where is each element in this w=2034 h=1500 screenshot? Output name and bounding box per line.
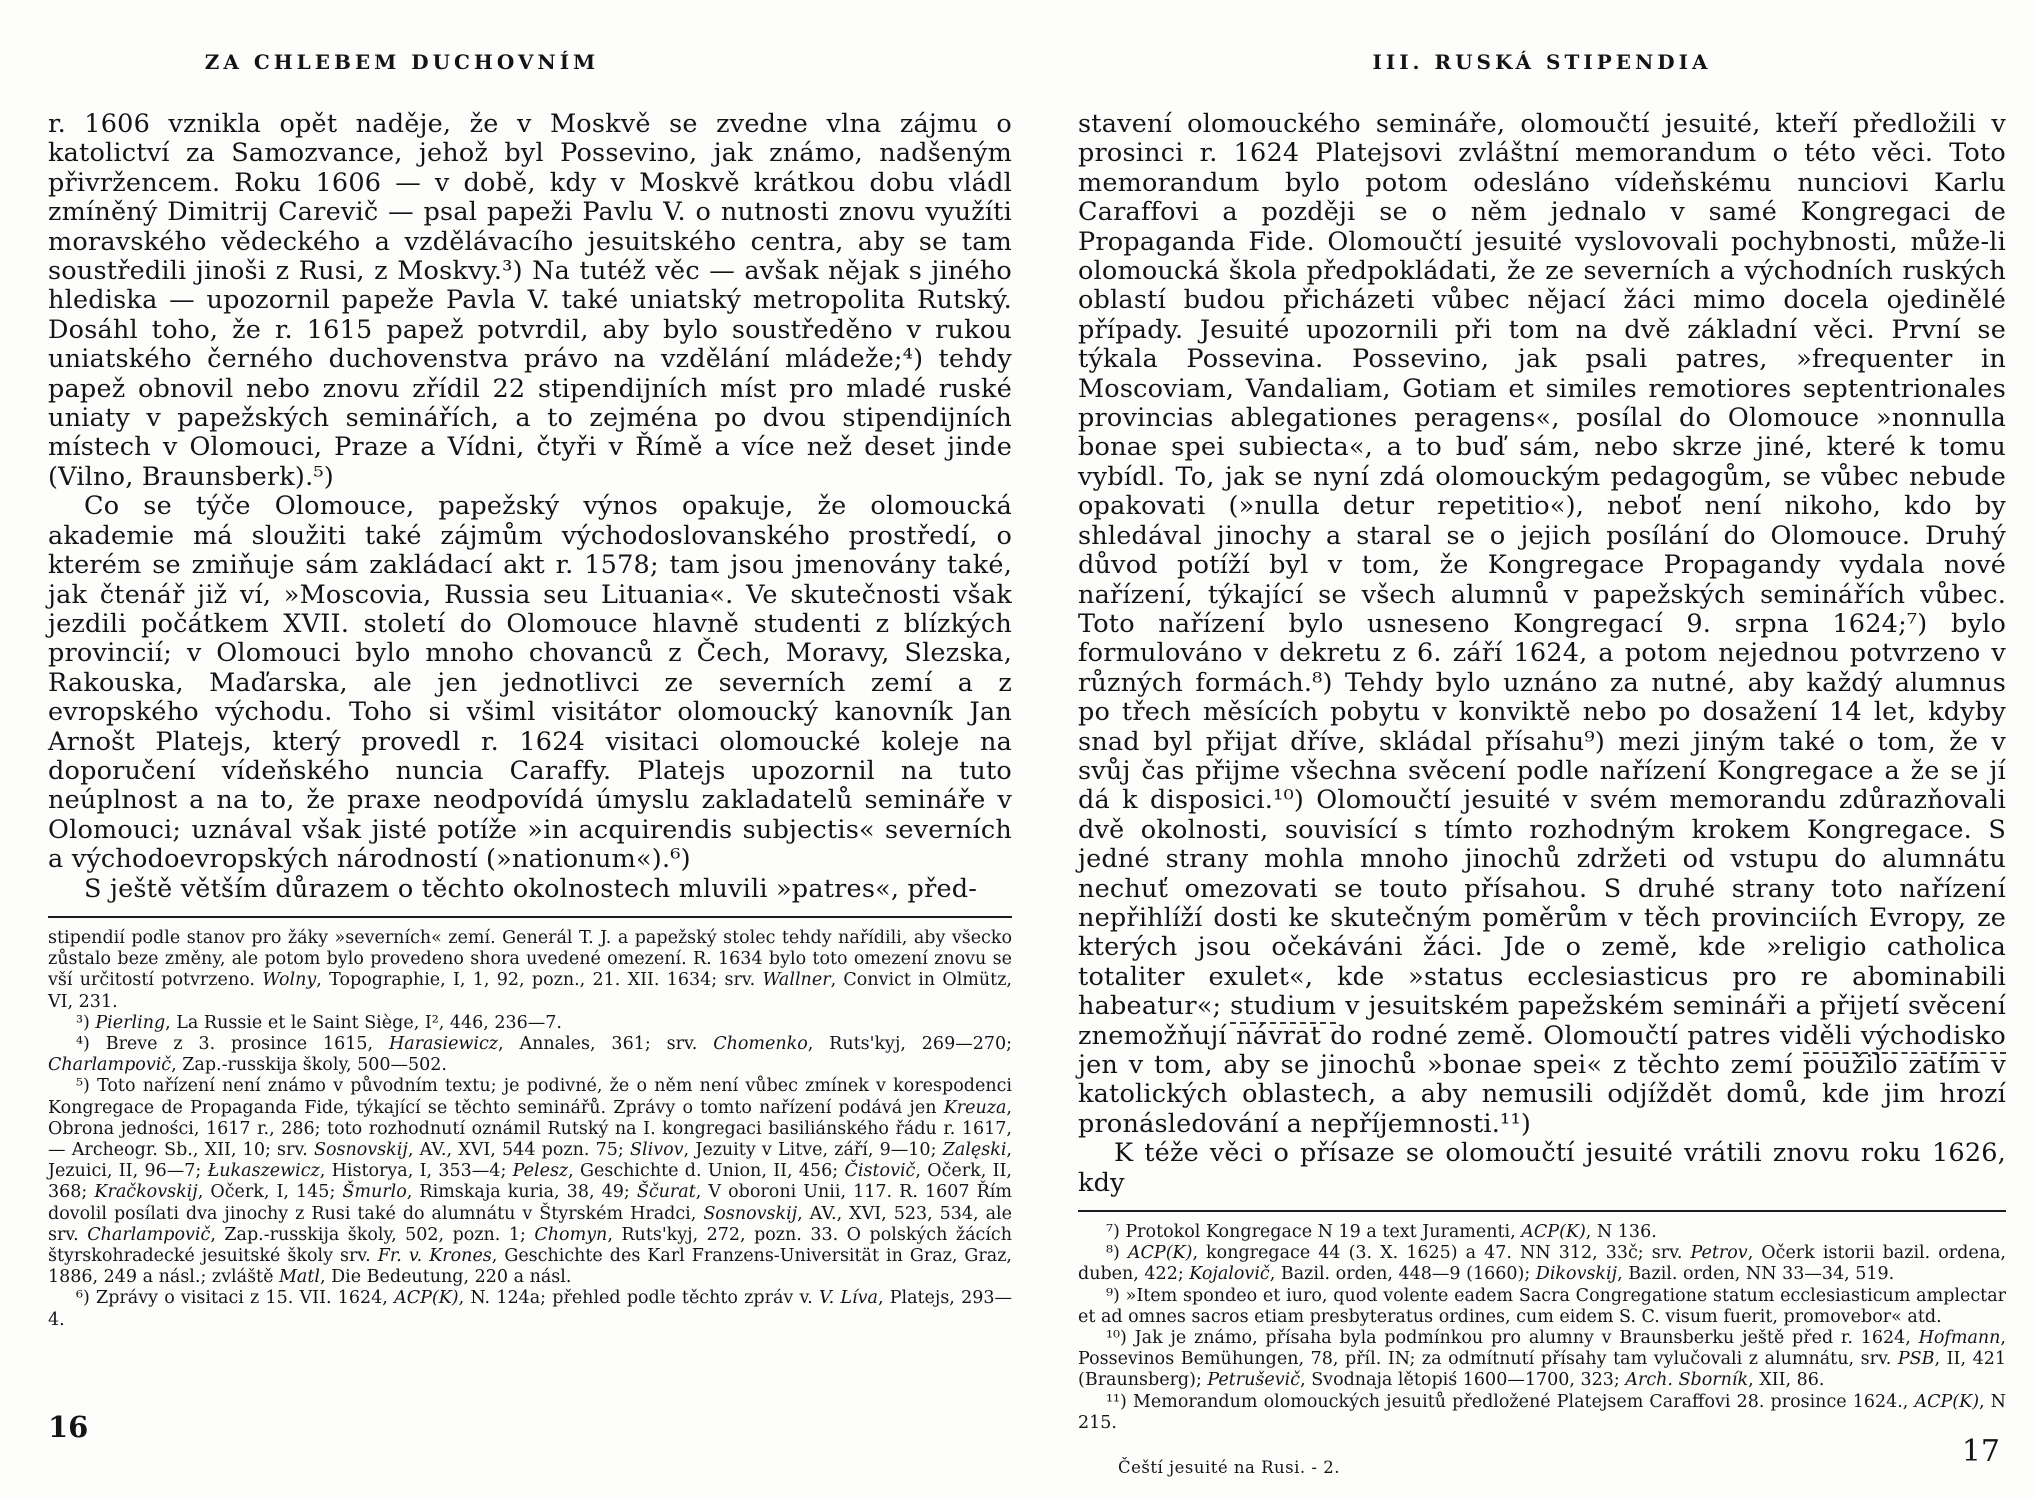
left-page	[0, 0, 1016, 1500]
running-head-right: III. RUSKÁ STIPENDIA	[1372, 50, 1712, 74]
left-page-footer	[48, 1388, 1012, 1444]
running-head-left: ZA CHLEBEM DUCHOVNÍM	[204, 50, 600, 74]
footnote: ⁷) Protokol Kongregace N 19 a text Juramenti, ACP(K), N 136.	[1106, 1222, 1657, 1243]
footnote: ³) Pierling, La Russie et le Saint Siège, I², 446, 236—7.	[76, 1012, 562, 1033]
right-footnotes	[1078, 1222, 2006, 1434]
right-page	[1016, 0, 2034, 1500]
right-page-footer	[1078, 1434, 2006, 1478]
footnote: ⁴) Breve z 3. prosince 1615, Harasiewicz, Annales, 361; srv. Chomenko, Ruts'kyj, 269—270; Charlampovič, Zap.-russkija školy, 500—502.	[48, 1033, 1012, 1076]
footnote: ⁶) Zprávy o visitaci z 15. VII. 1624, ACP(K), N. 124a; přehled podle těchto zpráv v. V. Líva, Platejs, 293—4.	[48, 1288, 1012, 1330]
left-body-text	[48, 110, 1012, 904]
body-paragraph: stavení olomouckého semináře, olomoučtí jesuité, kteří předložili v prosinci r. 1624 Platejsovi zvláštní memorandum o této věci. Toto memorandum bylo potom odesláno vídeňskému nunciovi Karlu Caraffovi a později se o něm jednalo v samé Kongregaci de Propaganda Fide. Olomoučtí jesuité vyslovovali pochybnosti, může-li olomoucká škola předpokládati, že ze severních a východních ruských oblastí budou přicházeti vůbec nějací žáci mimo docela ojedinělé případy. Jesuité upozornili při tom na dvě základní věci. První se týkala Possevina. Possevino, jak psali patres, »frequenter in Moscoviam, Vandaliam, Gotiam et similes remotiores septentrionales provincias ablegationes peragens«, posílal do Olomouce »nonnulla bonae spei subiecta«, a to buď sám, nebo skrze jiné, které k tomu vybídl. To, jak se nyní zdá olomouckým pedagogům, se vůbec nebude opakovati (»nulla detur repetitio«), neboť není nikoho, kdo by shledával jinochy a staral se o jejich posílání do Olomouce. Druhý důvod potíží byl v tom, že Kongregace Propagandy vydala nové nařízení, týkající se všech alumnů v papežských seminářích vůbec. Toto nařízení bylo usneseno Kongregací 9. srpna 1624;⁷) bylo formulováno v dekretu z 6. září 1624, a potom nejednou potvrzeno v různých formách.⁸) Tehdy bylo uznáno za nutné, aby každý alumnus po třech měsících pobytu v konviktě nebo po dosažení 14 let, kdyby snad byl přijat dříve, skládal přísahu⁹) mezi jiným také o tom, že v svůj čas přijme všechna svěcení podle nařízení Kongregace a že se jí dá k disposici.¹⁰) Olomoučtí jesuité v svém memorandu zdůrazňovali dvě okolnosti, souvisící s tímto rozhodným krokem Kongregace. S jedné strany mohla mnoho jinochů zdržeti od vstupu do alumnátu nechuť omezovati se touto přísahou. S druhé strany toto nařízení nepřihlíží dosti ke skutečným poměrům v těch provinciích Evropy, ze kterých jsou očekáváni žáci. Jde o země, kde »religio catholica totaliter exulet«, kde »status ecclesiasticus pro re abominabili habeatur«; studium v jesuitském papežském semináři a přijetí svěcení znemožňují návrat do rodné země. Olomoučtí patres viděli východisko jen v tom, aby se jinochů »bonae spei« z těchto zemí použilo zatím v katolických oblastech, a aby nemusili odjíždět domů, kde jim hrozí pronásledování a nepříjemnosti.¹¹)	[1078, 109, 2006, 1139]
body-paragraph: r. 1606 vznikla opět naděje, že v Moskvě se zvedne vlna zájmu o katolictví za Samozvance, jehož byl Possevino, jak známo, nadšeným přivržencem. Roku 1606 — v době, kdy v Moskvě krátkou dobu vládl zmíněný Dimitrij Carevič — psal papeži Pavlu V. o nutnosti znovu využíti moravského vědeckého a vzdělávacího jesuitského centra, aby se tam soustředili jinoši z Rusi, z Moskvy.³) Na tutéž věc — avšak nějak s jiného hlediska — upozornil papeže Pavla V. také uniatský metropolita Rutský. Dosáhl toho, že r. 1615 papež potvrdil, aby bylo soustředěno v rukou uniatského černého duchovenstva právo na vzdělání mládeže;⁴) tehdy papež obnovil nebo znovu zřídil 22 stipendijních míst pro mladé ruské uniaty v papežských seminářích, a to zejména po dvou stipendijních místech v Olomouci, Praze a Vídni, čtyři v Římě a více než deset jinde (Vilno, Braunsberk).⁵)	[48, 109, 1012, 492]
footnote-divider	[1078, 1210, 2006, 1212]
footnote: ¹⁰) Jak je známo, přísaha byla podmínkou pro alumny v Braunsberku ještě před r. 1624, Hofmann, Possevinos Bemühungen, 78, příl. IN; za odmítnutí přísahy tam vylučovali z alumnátu, srv. PSB, II, 421 (Braunsberg); Petruševič, Svodnaja lětopiś 1600—1700, 323; Arch. Sborník, XII, 86.	[1078, 1328, 2006, 1391]
page-number: 17	[1961, 1434, 2000, 1470]
footnote: ¹¹) Memorandum olomouckých jesuitů předložené Platejsem Caraffovi 28. prosince 1624., ACP(K), N 215.	[1078, 1391, 2006, 1433]
right-body-text	[1078, 110, 2006, 1198]
footnote: ⁸) ACP(K), kongregace 44 (3. X. 1625) a 47. NN 312, 33č; srv. Petrov, Očerk istorii bazil. ordena, duben, 422; Kojalovič, Bazil. orden, 448—9 (1660); Dikovskij, Bazil. orden, NN 33—34, 519.	[1078, 1243, 2006, 1285]
footnote: ⁹) »Item spondeo et iuro, quod volente eadem Sacra Congregatione statum ecclesiasticum amplectar et ad omnes sacros etiam presbyteratus ordines, cum eidem S. C. visum fuerit, promovebor« atd.	[1078, 1285, 2006, 1327]
footnote-divider	[48, 916, 1012, 918]
body-paragraph: K téže věci o přísaze se olomoučtí jesuité vrátili znovu roku 1626, kdy	[1078, 1138, 2006, 1198]
body-paragraph: Co se týče Olomouce, papežský výnos opakuje, že olomoucká akademie má sloužiti také zájmům východoslovanského prostředí, o kterém se zmiňuje sám zakládací akt r. 1578; tam jsou jmenovány také, jak čtenář již ví, »Moscovia, Russia seu Lituania«. Ve skutečnosti však jezdili počátkem XVII. století do Olomouce hlavně studenti z blízkých provincií; v Olomouci bylo mnoho chovanců z Čech, Moravy, Slezska, Rakouska, Maďarska, ale jen jednotlivci ze severních zemí a z evropského východu. Toho si všiml visitátor olomoucký kanovník Jan Arnošt Platejs, který provedl r. 1624 visitaci olomoucké koleje na doporučení vídeňského nuncia Caraffy. Platejs upozornil na tuto neúplnost a na to, že praxe neodpovídá úmyslu zakladatelů semináře v Olomouci; uznával však jisté potíže »in acquirendis subjectis« severních a východoevropských národností (»nationum«).⁶)	[48, 491, 1012, 875]
left-footnotes	[48, 928, 1012, 1331]
footnote: ⁵) Toto nařízení není známo v původním textu; je podivné, že o něm není vůbec zmínek v korespodenci Kongregace de Propaganda Fide, týkající se těchto seminářů. Zprávy o tomto nařízení podává jen Kreuza, Obrona jedności, 1617 r., 286; toto rozhodnutí oznámil Rutský na I. kongregaci basiliánského řádu r. 1617, — Archeogr. Sb., XII, 10; srv. Sosnovskij, AV., XVI, 544 pozn. 75; Slivov, Jezuity v Litve, září, 9—10; Zalęski, Jezuici, II, 96—7; Łukaszewicz, Historya, I, 353—4; Pelesz, Geschichte d. Union, II, 456; Čistovič, Očerk, II, 368; Kračkovskij, Očerk, I, 145; Šmurlo, Rimskaja kuria, 38, 49; Ščurat, V oboroni Unii, 117. R. 1607 Řím dovolil posílati dva jinochy z Rusi také do alumnátu v Štyrském Hradci, Sosnovskij, AV., XVI, 523, 534, ale srv. Charlampovič, Zap.-russkija školy, 502, pozn. 1; Chomyn, Ruts'kyj, 272, pozn. 33. O polských žácích štyrskohradecké jesuitské školy srv. Fr. v. Krones, Geschichte des Karl Franzens-Universität in Graz, Graz, 1886, 249 a násl.; zvláště Matl, Die Bedeutung, 220 a násl.	[48, 1076, 1012, 1288]
footnote-continuation: stipendií podle stanov pro žáky »severních« zemí. Generál T. J. a papežský stolec tehdy nařídili, aby všecko zůstalo beze změny, ale potom bylo provedeno shora uvedené omezení. R. 1634 bylo toto omezení znovu se vší určitostí potvrzeno. Wolny, Topographie, I, 1, 92, pozn., 21. XII. 1634; srv. Wallner, Convict in Olmütz, VI, 231.	[48, 927, 1012, 1012]
page-number: 16	[48, 1410, 89, 1444]
signature-line: Čeští jesuité na Rusi. - 2.	[1118, 1458, 1340, 1478]
body-paragraph: S ještě větším důrazem o těchto okolnostech mluvili »patres«, před-	[84, 873, 978, 904]
